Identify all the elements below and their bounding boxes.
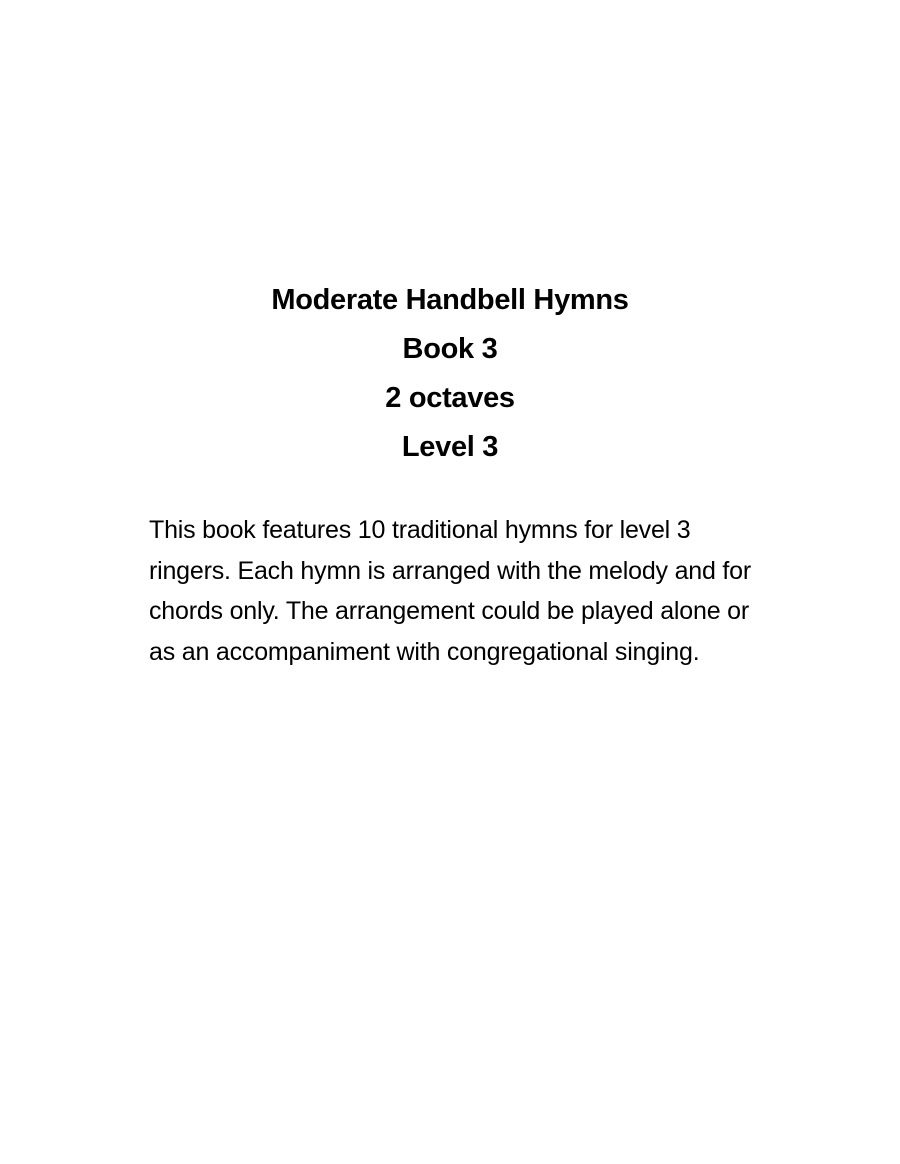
- series-title: Moderate Handbell Hymns: [271, 284, 629, 316]
- level-label: Level 3: [401, 431, 499, 463]
- book-description: This book features 10 traditional hymns for level 3 ringers. Each hymn is arranged with the melody and for chords only. The arrangement could be played alone or as an accompaniment with congregational singing.: [149, 516, 752, 666]
- octaves-label: 2 octaves: [385, 382, 515, 414]
- title-block: [0, 276, 900, 472]
- book-number: Book 3: [402, 333, 498, 365]
